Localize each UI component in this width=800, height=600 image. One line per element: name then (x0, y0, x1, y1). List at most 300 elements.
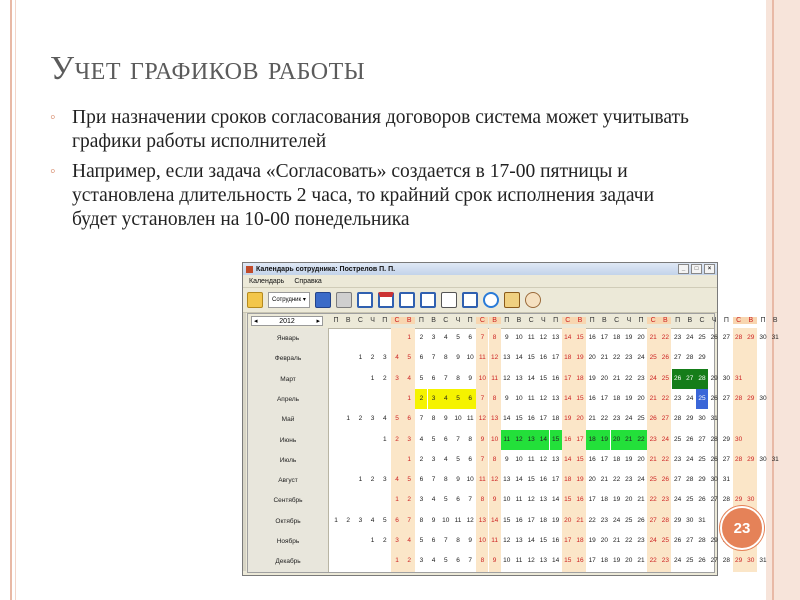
calendar-day-cell[interactable]: 23 (637, 537, 645, 544)
calendar-day-cell[interactable]: 29 (734, 557, 743, 565)
calendar-day-cell[interactable]: 5 (443, 496, 448, 504)
calendar-day-cell[interactable]: 31 (710, 415, 718, 423)
calendar-day-cell[interactable]: 7 (480, 455, 485, 463)
calendar-day-cell[interactable]: 3 (395, 374, 399, 382)
calendar-day-cell[interactable]: 21 (576, 516, 584, 524)
calendar-day-cell[interactable]: 10 (466, 354, 474, 362)
calendar-day-cell[interactable]: 24 (686, 334, 694, 341)
calendar-day-cell[interactable]: 26 (710, 394, 718, 402)
calendar-day-cell[interactable]: 23 (673, 394, 682, 402)
calendar-day-cell[interactable]: 27 (686, 537, 694, 544)
calendar-day-cell[interactable]: 3 (431, 334, 436, 341)
calendar-day-cell[interactable]: 21 (588, 415, 596, 423)
calendar-day-cell[interactable]: 21 (612, 537, 621, 544)
calendar-day-cell[interactable]: 9 (492, 557, 497, 565)
calendar-day-cell[interactable]: 23 (649, 435, 657, 443)
calendar-day-cell[interactable]: 11 (527, 394, 535, 402)
calendar-day-cell[interactable]: 22 (612, 476, 621, 484)
calendar-day-cell[interactable]: 5 (419, 374, 424, 382)
calendar-day-cell[interactable]: 24 (649, 537, 657, 544)
calendar-day-cell[interactable]: 21 (637, 557, 645, 565)
calendar-day-cell[interactable]: 5 (382, 516, 387, 524)
calendar-day-cell[interactable]: 12 (490, 476, 499, 484)
calendar-day-cell[interactable]: 15 (576, 394, 584, 402)
calendar-day-cell[interactable]: 25 (637, 415, 645, 423)
calendar-day-cell[interactable]: 19 (625, 334, 633, 341)
calendar-day-cell[interactable]: 13 (525, 430, 537, 450)
calendar-day-cell[interactable]: 29 (698, 476, 706, 484)
calendar-day-cell[interactable]: 4 (382, 415, 387, 423)
calendar-day-cell[interactable]: 3 (419, 496, 424, 504)
calendar-day-cell[interactable]: 28 (696, 369, 708, 389)
calendar-day-cell[interactable]: 6 (443, 435, 448, 443)
calendar-day-cell[interactable]: 16 (539, 354, 547, 362)
calendar-day-cell[interactable]: 18 (576, 374, 584, 382)
calendar-day-cell[interactable]: 7 (431, 354, 436, 362)
calendar-day-cell[interactable]: 24 (686, 394, 694, 402)
calendar-day-cell[interactable]: 25 (661, 374, 669, 382)
calendar-day-cell[interactable]: 25 (673, 435, 682, 443)
calendar-day-cell[interactable]: 12 (503, 537, 511, 544)
calendar-day-cell[interactable]: 11 (515, 557, 523, 565)
calendar-day-cell[interactable]: 14 (551, 496, 560, 504)
calendar-day-cell[interactable]: 17 (600, 455, 608, 463)
calendar-day-cell[interactable]: 20 (637, 394, 645, 402)
calendar-day-cell[interactable]: 16 (588, 455, 596, 463)
calendar-day-cell[interactable]: 21 (600, 354, 608, 362)
calendar-day-cell[interactable]: 29 (710, 374, 718, 382)
calendar-day-cell[interactable]: 30 (759, 394, 767, 402)
calendar-day-cell[interactable]: 7 (419, 415, 424, 423)
calendar-day-cell[interactable]: 27 (722, 455, 730, 463)
calendar-day-cell[interactable]: 2 (382, 537, 387, 544)
calendar-day-cell[interactable]: 2 (415, 389, 427, 409)
calendar-day-cell[interactable]: 22 (649, 496, 657, 504)
calendar-day-cell[interactable]: 16 (588, 334, 596, 341)
calendar-day-cell[interactable]: 12 (539, 334, 547, 341)
calendar-day-cell[interactable]: 29 (747, 394, 755, 402)
calendar-day-cell[interactable]: 18 (612, 394, 621, 402)
calendar-day-cell[interactable]: 14 (564, 455, 572, 463)
calendar-day-cell[interactable]: 22 (635, 430, 647, 450)
calendar-day-cell[interactable]: 1 (382, 435, 387, 443)
calendar-day-cell[interactable]: 9 (443, 415, 448, 423)
calendar-day-cell[interactable]: 22 (649, 557, 657, 565)
calendar-day-cell[interactable]: 8 (480, 496, 485, 504)
calendar-day-cell[interactable]: 1 (407, 394, 411, 402)
calendar-day-cell[interactable]: 21 (623, 430, 635, 450)
calendar-day-cell[interactable]: 24 (686, 455, 694, 463)
calendar-day-cell[interactable]: 6 (456, 557, 460, 565)
calendar-day-cell[interactable]: 12 (478, 415, 486, 423)
calendar-day-cell[interactable]: 25 (649, 354, 657, 362)
calendar-day-cell[interactable]: 15 (576, 455, 584, 463)
calendar-day-cell[interactable]: 26 (710, 455, 718, 463)
calendar-day-cell[interactable]: 7 (443, 537, 448, 544)
calendar-day-cell[interactable]: 18 (551, 415, 560, 423)
calendar-day-cell[interactable]: 20 (637, 455, 645, 463)
calendar-day-cell[interactable]: 13 (515, 537, 523, 544)
calendar-day-cell[interactable]: 10 (503, 496, 511, 504)
calendar-day-cell[interactable]: 15 (539, 537, 547, 544)
calendar-day-cell[interactable]: 24 (625, 415, 633, 423)
calendar-day-cell[interactable]: 4 (443, 334, 448, 341)
calendar-day-cell[interactable]: 20 (611, 430, 623, 450)
calendar-day-cell[interactable]: 20 (588, 354, 596, 362)
calendar-day-cell[interactable]: 23 (625, 354, 633, 362)
calendar-day-cell[interactable]: 15 (503, 516, 511, 524)
calendar-day-cell[interactable]: 29 (698, 354, 706, 362)
calendar-day-cell[interactable]: 18 (612, 455, 621, 463)
calendar-day-cell[interactable]: 31 (698, 516, 706, 524)
calendar-day-cell[interactable]: 19 (612, 557, 621, 565)
calendar-day-cell[interactable]: 27 (661, 415, 669, 423)
calendar-day-cell[interactable]: 12 (539, 455, 547, 463)
calendar-day-cell[interactable]: 27 (698, 435, 706, 443)
calendar-day-cell[interactable]: 11 (491, 374, 498, 382)
menu-item-help[interactable]: Справка (294, 277, 322, 285)
calendar-day-cell[interactable]: 4 (431, 496, 436, 504)
calendar-day-cell[interactable]: 18 (564, 476, 572, 484)
calendar-day-cell[interactable]: 26 (710, 334, 718, 341)
calendar-day-cell[interactable]: 9 (504, 455, 509, 463)
calendar-day-cell[interactable]: 1 (370, 537, 375, 544)
calendar-day-cell[interactable]: 13 (478, 516, 486, 524)
calendar-day-cell[interactable]: 2 (407, 496, 411, 504)
calendar-day-cell[interactable]: 8 (468, 435, 472, 443)
calendar-day-cell[interactable]: 15 (564, 557, 572, 565)
calendar-day-cell[interactable]: 17 (551, 354, 560, 362)
calendar-day-cell[interactable]: 29 (722, 435, 730, 443)
calendar-day-cell[interactable]: 23 (673, 455, 682, 463)
calendar-day-cell[interactable]: 27 (710, 496, 718, 504)
calendar-day-cell[interactable]: 17 (527, 516, 535, 524)
calendar-day-cell[interactable]: 26 (672, 369, 684, 389)
calendar-day-cell[interactable]: 3 (370, 415, 375, 423)
calendar-day-cell[interactable]: 3 (407, 435, 411, 443)
calendar-day-cell[interactable]: 4 (395, 476, 399, 484)
calendar-day-cell[interactable]: 2 (370, 354, 375, 362)
calendar-day-cell[interactable]: 15 (515, 415, 523, 423)
calendar-day-cell[interactable]: 12 (466, 516, 474, 524)
calendar-day-cell[interactable]: 14 (527, 374, 535, 382)
calendar-day-cell[interactable]: 21 (637, 496, 645, 504)
calendar-day-cell[interactable]: 31 (771, 455, 779, 463)
calendar-day-cell[interactable]: 2 (395, 435, 399, 443)
calendar-day-cell[interactable]: 17 (564, 374, 572, 382)
calendar-day-cell[interactable]: 25 (696, 389, 708, 409)
close-icon[interactable]: × (704, 264, 715, 274)
calendar-day-cell[interactable]: 5 (419, 537, 424, 544)
calendar-day-cell[interactable]: 2 (370, 476, 375, 484)
calendar-day-cell[interactable]: 2 (419, 455, 424, 463)
calendar-day-cell[interactable]: 17 (600, 394, 608, 402)
calendar-day-cell[interactable]: 18 (539, 516, 547, 524)
calendar-day-cell[interactable]: 27 (710, 557, 718, 565)
calendar-day-cell[interactable]: 21 (649, 394, 657, 402)
calendar-day-cell[interactable]: 11 (501, 430, 513, 450)
maximize-icon[interactable]: □ (691, 264, 702, 274)
calendar-day-cell[interactable]: 19 (564, 415, 572, 423)
calendar-day-cell[interactable]: 20 (625, 496, 633, 504)
calendar-day-cell[interactable]: 14 (515, 354, 523, 362)
calendar-day-cell[interactable]: 2 (358, 415, 363, 423)
calendar-day-cell[interactable]: 7 (456, 435, 460, 443)
calendar-day-cell[interactable]: 8 (492, 394, 497, 402)
calendar-day-cell[interactable]: 28 (722, 496, 730, 504)
calendar-day-cell[interactable]: 23 (625, 476, 633, 484)
calendar-day-cell[interactable]: 11 (466, 415, 474, 423)
calendar-day-cell[interactable]: 3 (382, 476, 387, 484)
calendar-day-cell[interactable]: 6 (464, 389, 476, 409)
calendar-day-cell[interactable]: 1 (370, 374, 375, 382)
calendar-day-cell[interactable]: 22 (661, 455, 669, 463)
calendar-day-cell[interactable]: 7 (431, 476, 436, 484)
calendar-day-cell[interactable]: 4 (370, 516, 375, 524)
calendar-day-cell[interactable]: 25 (698, 334, 706, 341)
calendar-day-cell[interactable]: 10 (515, 334, 523, 341)
calendar-day-cell[interactable]: 12 (527, 557, 535, 565)
calendar-day-cell[interactable]: 10 (490, 435, 499, 443)
calendar-day-cell[interactable]: 5 (395, 415, 399, 423)
calendar-day-cell[interactable]: 27 (649, 516, 657, 524)
calendar-day-cell[interactable]: 10 (515, 455, 523, 463)
calendar-day-cell[interactable]: 2 (346, 516, 350, 524)
calendar-day-cell[interactable]: 14 (490, 516, 499, 524)
calendar-day-cell[interactable]: 9 (468, 537, 472, 544)
calendar-day-cell[interactable]: 9 (480, 435, 485, 443)
calendar-day-cell[interactable]: 18 (576, 537, 584, 544)
calendar-day-cell[interactable]: 31 (722, 476, 730, 484)
calendar-day-cell[interactable]: 26 (673, 537, 682, 544)
calendar-day-cell[interactable]: 24 (612, 516, 621, 524)
calendar-day-cell[interactable]: 1 (358, 354, 363, 362)
calendar-day-cell[interactable]: 17 (588, 557, 596, 565)
calendar-day-cell[interactable]: 19 (625, 394, 633, 402)
calendar-day-cell[interactable]: 16 (515, 516, 523, 524)
calendar-day-cell[interactable]: 25 (686, 557, 694, 565)
calendar-day-cell[interactable]: 7 (468, 496, 472, 504)
calendar-day-cell[interactable]: 1 (407, 455, 411, 463)
calendar-day-cell[interactable]: 3 (428, 389, 440, 409)
print-icon[interactable] (336, 292, 352, 308)
calendar-day-cell[interactable]: 20 (600, 537, 608, 544)
calendar-day-cell[interactable]: 10 (442, 516, 450, 524)
calendar-day-cell[interactable]: 6 (407, 415, 411, 423)
calendar-day-cell[interactable]: 8 (456, 374, 460, 382)
calendar-day-cell[interactable]: 26 (698, 557, 706, 565)
calendar-day-cell[interactable]: 4 (431, 557, 436, 565)
calendar-day-cell[interactable]: 24 (673, 557, 682, 565)
calendar-day-cell[interactable]: 16 (576, 557, 584, 565)
calendar-day-cell[interactable]: 21 (600, 476, 608, 484)
calendar-day-cell[interactable]: 13 (539, 496, 547, 504)
calendar-day-cell[interactable]: 11 (527, 334, 535, 341)
calendar-day-cell[interactable]: 8 (480, 557, 485, 565)
calendar-day-cell[interactable]: 17 (588, 496, 596, 504)
calendar-icon[interactable] (357, 292, 373, 308)
calendar-day-cell[interactable]: 4 (395, 354, 399, 362)
calendar-day-cell[interactable]: 29 (710, 537, 718, 544)
calendar-day-cell[interactable]: 21 (649, 455, 657, 463)
calendar-day-cell[interactable]: 22 (625, 537, 633, 544)
calendar-day-cell[interactable]: 10 (478, 374, 486, 382)
calendar-day-cell[interactable]: 4 (407, 537, 411, 544)
calendar-day-cell[interactable]: 10 (466, 476, 474, 484)
calendar-day-cell[interactable]: 6 (419, 354, 424, 362)
calendar-day-cell[interactable]: 26 (661, 476, 669, 484)
calendar-day-cell[interactable]: 31 (734, 374, 743, 382)
calendar-day-cell[interactable]: 13 (539, 557, 547, 565)
clock-icon[interactable] (483, 292, 499, 308)
calendar-day-cell[interactable]: 14 (515, 476, 523, 484)
calendar-day-cell[interactable]: 8 (492, 334, 497, 341)
calendar-day-cell[interactable]: 16 (576, 496, 584, 504)
calendar-day-cell[interactable]: 9 (456, 476, 460, 484)
calendar-day-cell[interactable]: 21 (612, 374, 621, 382)
calendar-day-cell[interactable]: 22 (661, 334, 669, 341)
calendar-day-cell[interactable]: 15 (527, 476, 535, 484)
calendar-day-cell[interactable]: 16 (551, 537, 560, 544)
calendar-day-cell[interactable]: 7 (480, 334, 485, 341)
calendar-day-cell[interactable]: 4 (419, 435, 424, 443)
calendar-day-cell[interactable]: 12 (539, 394, 547, 402)
calendar-day-cell[interactable]: 18 (600, 557, 608, 565)
calendar-day-cell[interactable]: 6 (431, 537, 436, 544)
prev-year-icon[interactable]: ◂ (254, 318, 258, 325)
calendar-day-cell[interactable]: 13 (490, 415, 499, 423)
calendar-day-cell[interactable]: 30 (759, 455, 767, 463)
calendar-day-cell[interactable]: 14 (564, 394, 572, 402)
calendar-day-cell[interactable]: 28 (661, 516, 669, 524)
calendar-day-cell[interactable]: 1 (395, 496, 399, 504)
calendar-day-cell[interactable]: 24 (661, 435, 669, 443)
calendar-day-cell[interactable]: 13 (551, 394, 560, 402)
calendar-day-cell[interactable]: 26 (649, 415, 657, 423)
calendar-day-cell[interactable]: 5 (452, 389, 464, 409)
calendar-day-cell[interactable]: 15 (576, 334, 584, 341)
calendar-day-cell[interactable]: 28 (686, 354, 694, 362)
calendar-day-cell[interactable]: 4 (440, 389, 452, 409)
calendar-day-cell[interactable]: 26 (686, 435, 694, 443)
calendar-day-cell[interactable]: 16 (551, 374, 560, 382)
calendar-day-cell[interactable]: 10 (503, 557, 511, 565)
calendar-day-cell[interactable]: 14 (527, 537, 535, 544)
calendar-day-cell[interactable]: 13 (515, 374, 523, 382)
calendar-day-cell[interactable]: 3 (395, 537, 399, 544)
calendar-day-cell[interactable]: 1 (334, 516, 338, 524)
calendar-day-cell[interactable]: 25 (698, 455, 706, 463)
calendar-day-cell[interactable]: 17 (564, 537, 572, 544)
calendar-day-cell[interactable]: 5 (443, 557, 448, 565)
calendar-day-cell[interactable]: 30 (734, 435, 743, 443)
open-folder-icon[interactable] (247, 292, 263, 308)
calendar-day-cell[interactable]: 27 (684, 369, 696, 389)
calendar-day-cell[interactable]: 25 (686, 496, 694, 504)
calendar-day-cell[interactable]: 9 (456, 354, 460, 362)
calendar-day-cell[interactable]: 23 (600, 516, 608, 524)
calendar-list-icon[interactable] (420, 292, 436, 308)
calendar-day-cell[interactable]: 8 (443, 476, 448, 484)
calendar-day-cell[interactable]: 20 (625, 557, 633, 565)
book-icon[interactable] (462, 292, 478, 308)
calendar-day-cell[interactable]: 16 (539, 476, 547, 484)
calendar-day-cell[interactable]: 7 (468, 557, 472, 565)
calendar-day-cell[interactable]: 27 (722, 334, 730, 341)
calendar-day-cell[interactable]: 22 (600, 415, 608, 423)
calendar-day-cell[interactable]: 4 (407, 374, 411, 382)
calendar-day-cell[interactable]: 29 (747, 455, 755, 463)
calendar-day-cell[interactable]: 8 (431, 415, 436, 423)
calendar-day-cell[interactable]: 5 (407, 476, 411, 484)
calendar-day-cell[interactable]: 23 (612, 415, 621, 423)
calendar-day-cell[interactable]: 28 (673, 415, 682, 423)
hourglass-icon[interactable] (441, 292, 457, 308)
calendar-day-cell[interactable]: 12 (490, 354, 499, 362)
calendar-day-cell[interactable]: 16 (588, 394, 596, 402)
calendar-day-cell[interactable]: 10 (454, 415, 462, 423)
calendar-day-cell[interactable]: 2 (419, 334, 424, 341)
calendar-day-cell[interactable]: 19 (551, 516, 560, 524)
calendar-day-cell[interactable]: 22 (625, 374, 633, 382)
calendar-day-cell[interactable]: 24 (673, 496, 682, 504)
calendar-day-cell[interactable]: 3 (419, 557, 424, 565)
calendar-day-cell[interactable]: 14 (537, 430, 549, 450)
calendar-day-cell[interactable]: 9 (468, 374, 472, 382)
calendar-day-cell[interactable]: 9 (504, 394, 509, 402)
calendar-day-cell[interactable]: 2 (407, 557, 411, 565)
calendar-day-cell[interactable]: 24 (649, 374, 657, 382)
calendar-day-cell[interactable]: 15 (539, 374, 547, 382)
calendar-day-cell[interactable]: 3 (358, 516, 363, 524)
calendar-day-cell[interactable]: 29 (734, 496, 743, 504)
calendar-day-cell[interactable]: 20 (588, 476, 596, 484)
calendar-day-cell[interactable]: 7 (443, 374, 448, 382)
calendar-day-cell[interactable]: 3 (382, 354, 387, 362)
calendar-day-cell[interactable]: 6 (468, 334, 472, 341)
calendar-day-cell[interactable]: 29 (686, 415, 694, 423)
calendar-day-cell[interactable]: 10 (478, 537, 486, 544)
calendar-day-cell[interactable]: 5 (431, 435, 436, 443)
calendar-day-cell[interactable]: 12 (513, 430, 525, 450)
calendar-day-cell[interactable]: 10 (515, 394, 523, 402)
calendar-day-cell[interactable]: 19 (576, 354, 584, 362)
calendar-day-cell[interactable]: 13 (551, 455, 560, 463)
calendar-day-cell[interactable]: 24 (637, 354, 645, 362)
calendar-day-cell[interactable]: 30 (698, 415, 706, 423)
calendar-day-cell[interactable]: 20 (576, 415, 584, 423)
calendar-day-cell[interactable]: 29 (747, 334, 755, 341)
calendar-day-cell[interactable]: 27 (673, 476, 682, 484)
calendar-day-cell[interactable]: 7 (407, 516, 411, 524)
calendar-day-cell[interactable]: 30 (686, 516, 694, 524)
calendar-day-cell[interactable]: 30 (747, 496, 755, 504)
calendar-day-cell[interactable]: 6 (395, 516, 399, 524)
calendar-day-cell[interactable]: 14 (503, 415, 511, 423)
calendar-day-cell[interactable]: 20 (637, 334, 645, 341)
calendar-day-cell[interactable]: 25 (649, 476, 657, 484)
calendar-day-cell[interactable]: 1 (346, 415, 350, 423)
calendar-day-cell[interactable]: 11 (454, 516, 462, 524)
calendar-day-cell[interactable]: 21 (649, 334, 657, 341)
calendar-day-cell[interactable]: 18 (600, 496, 608, 504)
calendar-day-cell[interactable]: 1 (358, 476, 363, 484)
calendar-day-cell[interactable]: 28 (734, 394, 743, 402)
calendar-day-cell[interactable]: 5 (456, 334, 460, 341)
save-icon[interactable] (315, 292, 331, 308)
calendar-day-cell[interactable]: 28 (722, 557, 730, 565)
calendar-day-cell[interactable]: 20 (564, 516, 572, 524)
